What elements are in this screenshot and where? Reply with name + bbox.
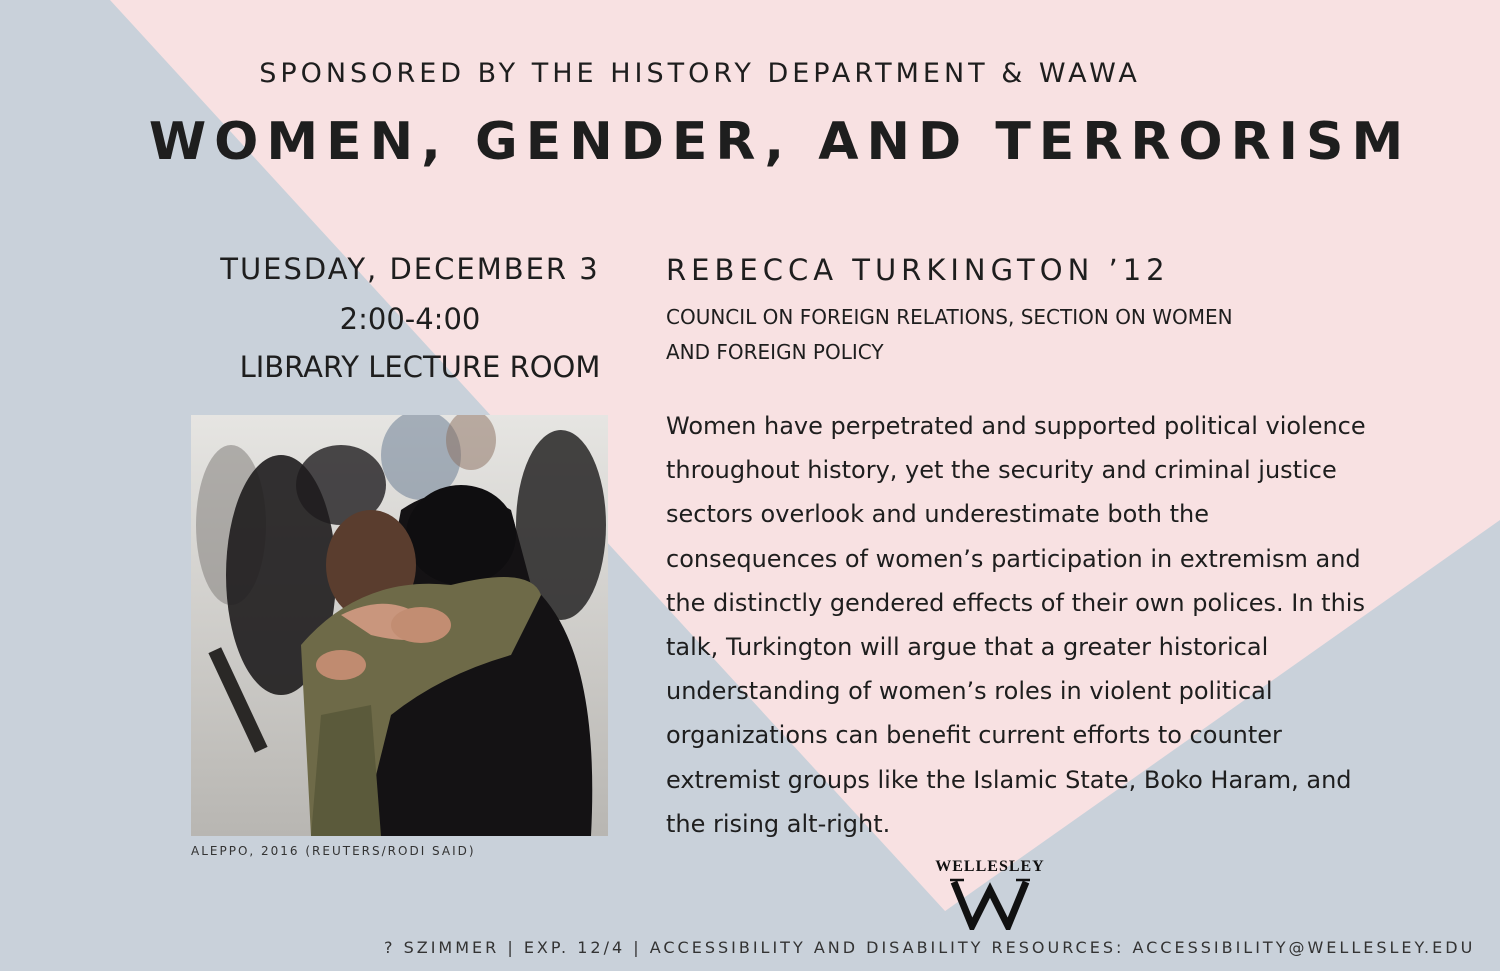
event-date: TUESDAY, DECEMBER 3 [220,252,600,286]
wellesley-w-icon [950,876,1030,930]
event-photo [191,415,608,836]
sponsor-line: SPONSORED BY THE HISTORY DEPARTMENT & WAWA [259,58,1141,89]
event-time: 2:00-4:00 [339,302,481,336]
event-title: WOMEN, GENDER, AND TERRORISM [148,112,1412,172]
footer-credits: ? SZIMMER | EXP. 12/4 | ACCESSIBILITY AND DISABILITY RESOURCES: ACCESSIBILITY@WELLESLEY.EDU [384,938,1476,957]
event-description: Women have perpetrated and supported political violence throughout history, yet the security and criminal justice sectors overlook and underestimate both the consequences of women’s participation in extremism and the distinctly gendered effects of their own polices. In this talk, Turkington will argue that a greater historical understanding of women’s roles in violent political organizations can benefit current efforts to counter extremist groups like the Islamic State, Boko Haram, and the rising alt-right. [666,412,1366,838]
event-location: LIBRARY LECTURE ROOM [239,350,601,384]
logo-wordmark: WELLESLEY [935,858,1045,875]
speaker-name: REBECCA TURKINGTON ’12 [666,253,1170,287]
speaker-affiliation: COUNCIL ON FOREIGN RELATIONS, SECTION ON WOMEN AND FOREIGN POLICY [666,305,1233,364]
wellesley-logo [930,858,1050,934]
photo-caption: ALEPPO, 2016 (REUTERS/RODI SAID) [191,844,476,858]
